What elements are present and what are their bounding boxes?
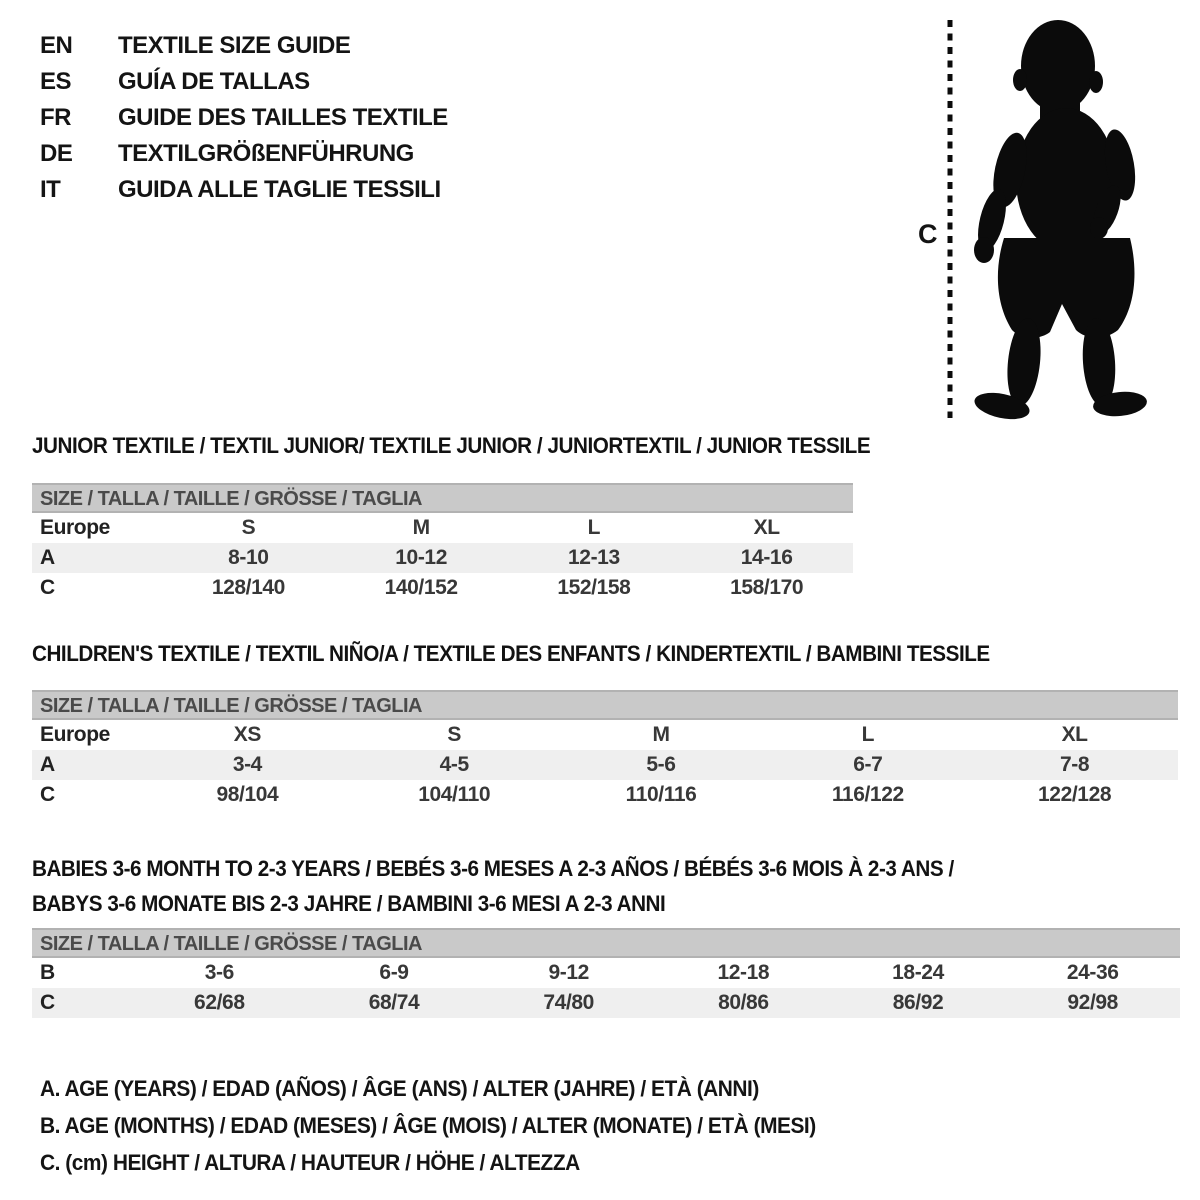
size-cell: M [412,516,430,539]
language-title-list [40,28,448,208]
language-title: TEXTILGRÖßENFÜHRUNG [118,140,414,167]
language-title: GUIDE DES TAILLES TEXTILE [118,104,448,131]
size-header-bar: SIZE / TALLA / TAILLE / GRÖSSE / TAGLIA [32,690,1178,720]
language-row [40,172,448,208]
months-cell: 12-18 [717,961,770,984]
section-junior-textile [32,433,871,603]
language-row [40,64,448,100]
table-row-age [32,543,853,573]
section-title-block [32,851,1180,921]
row-label: A [40,753,55,776]
size-cell: L [861,723,874,746]
language-row [40,136,448,172]
section-babies-textile [32,851,1180,1018]
height-cell: 122/128 [1038,783,1112,806]
table-row-height [32,573,853,603]
age-cell: 3-4 [232,753,262,776]
table-row-age [32,750,1178,780]
language-code: FR [40,104,71,131]
months-cell: 24-36 [1066,961,1119,984]
height-cell: 98/104 [216,783,279,806]
language-row [40,100,448,136]
height-cell: 68/74 [368,991,420,1014]
child-height-figure [900,0,1200,440]
table-row-height [32,988,1180,1018]
height-cell: 62/68 [194,991,245,1014]
size-cell: M [652,723,670,746]
height-cell: 116/122 [831,783,904,806]
section-title-line2: BABYS 3-6 MONATE BIS 2-3 JAHRE / BAMBINI 3-6 MESI A 2-3 ANNI [32,891,666,916]
height-cell: 104/110 [418,783,491,806]
size-header-bar: SIZE / TALLA / TAILLE / GRÖSSE / TAGLIA [32,483,853,513]
size-cell: XL [753,516,780,539]
height-cell: 140/152 [384,576,458,599]
language-code: DE [40,140,73,167]
size-cell: XL [1061,723,1088,746]
legend-notes [40,1070,857,1181]
row-label: Europe [40,516,110,539]
size-header-bar: SIZE / TALLA / TAILLE / GRÖSSE / TAGLIA [32,928,1180,958]
table-row-height [32,780,1178,810]
months-cell: 9-12 [548,961,589,984]
row-label: B [40,961,55,984]
language-title: TEXTILE SIZE GUIDE [118,32,351,59]
height-cell: 128/140 [211,576,285,599]
size-cell: S [241,516,256,539]
note-age-months: B. AGE (MONTHS) / EDAD (MESES) / ÂGE (MOIS) / ALTER (MONATE) / ETÀ (MESI) [40,1113,816,1138]
language-code: ES [40,68,72,95]
language-row [40,28,448,64]
table-row-europe [32,513,853,543]
age-cell: 14-16 [740,546,793,569]
toddler-silhouette-icon [972,20,1148,424]
language-title: GUIDA ALLE TAGLIE TESSILI [118,176,441,203]
height-cell: 86/92 [892,991,944,1014]
table-row-europe [32,720,1178,750]
size-cell: L [587,516,601,539]
age-cell: 6-7 [853,753,883,776]
age-cell: 10-12 [395,546,447,569]
height-cell: 152/158 [557,576,631,599]
months-cell: 3-6 [204,961,234,984]
age-cell: 5-6 [646,753,676,776]
note-height-cm: C. (cm) HEIGHT / ALTURA / HAUTEUR / HÖHE / ALTEZZA [40,1150,580,1175]
row-label: C [40,783,55,806]
section-title: CHILDREN'S TEXTILE / TEXTIL NIÑO/A / TEXTILE DES ENFANTS / KINDERTEXTIL / BAMBINI TESSILE [32,641,990,666]
age-cell: 12-13 [568,546,620,569]
row-label: A [40,546,55,569]
row-label: C [40,576,55,599]
months-cell: 18-24 [892,961,944,984]
age-cell: 4-5 [439,753,469,776]
height-cell: 110/116 [625,783,697,806]
row-label: C [40,991,55,1014]
months-cell: 6-9 [379,961,409,984]
size-cell: XS [233,723,261,746]
height-cell: 74/80 [543,991,594,1014]
height-cell: 92/98 [1067,991,1118,1014]
height-cell: 80/86 [718,991,769,1014]
table-row-months [32,958,1180,988]
section-title: JUNIOR TEXTILE / TEXTIL JUNIOR/ TEXTILE JUNIOR / JUNIORTEXTIL / JUNIOR TESSILE [32,433,871,458]
language-code: IT [40,176,61,203]
age-cell: 8-10 [228,546,269,569]
height-measure-label: C [918,219,938,249]
row-label: Europe [40,723,110,746]
language-code: EN [40,32,73,59]
language-title: GUÍA DE TALLAS [118,68,310,95]
age-cell: 7-8 [1060,753,1090,776]
note-age-years: A. AGE (YEARS) / EDAD (AÑOS) / ÂGE (ANS) / ALTER (JAHRE) / ETÀ (ANNI) [40,1076,759,1101]
height-cell: 158/170 [730,576,804,599]
size-cell: S [447,723,461,746]
section-title-line1: BABIES 3-6 MONTH TO 2-3 YEARS / BEBÉS 3-6 MESES A 2-3 AÑOS / BÉBÉS 3-6 MOIS À 2-3 ANS / [32,856,954,881]
section-childrens-textile [32,643,1178,810]
